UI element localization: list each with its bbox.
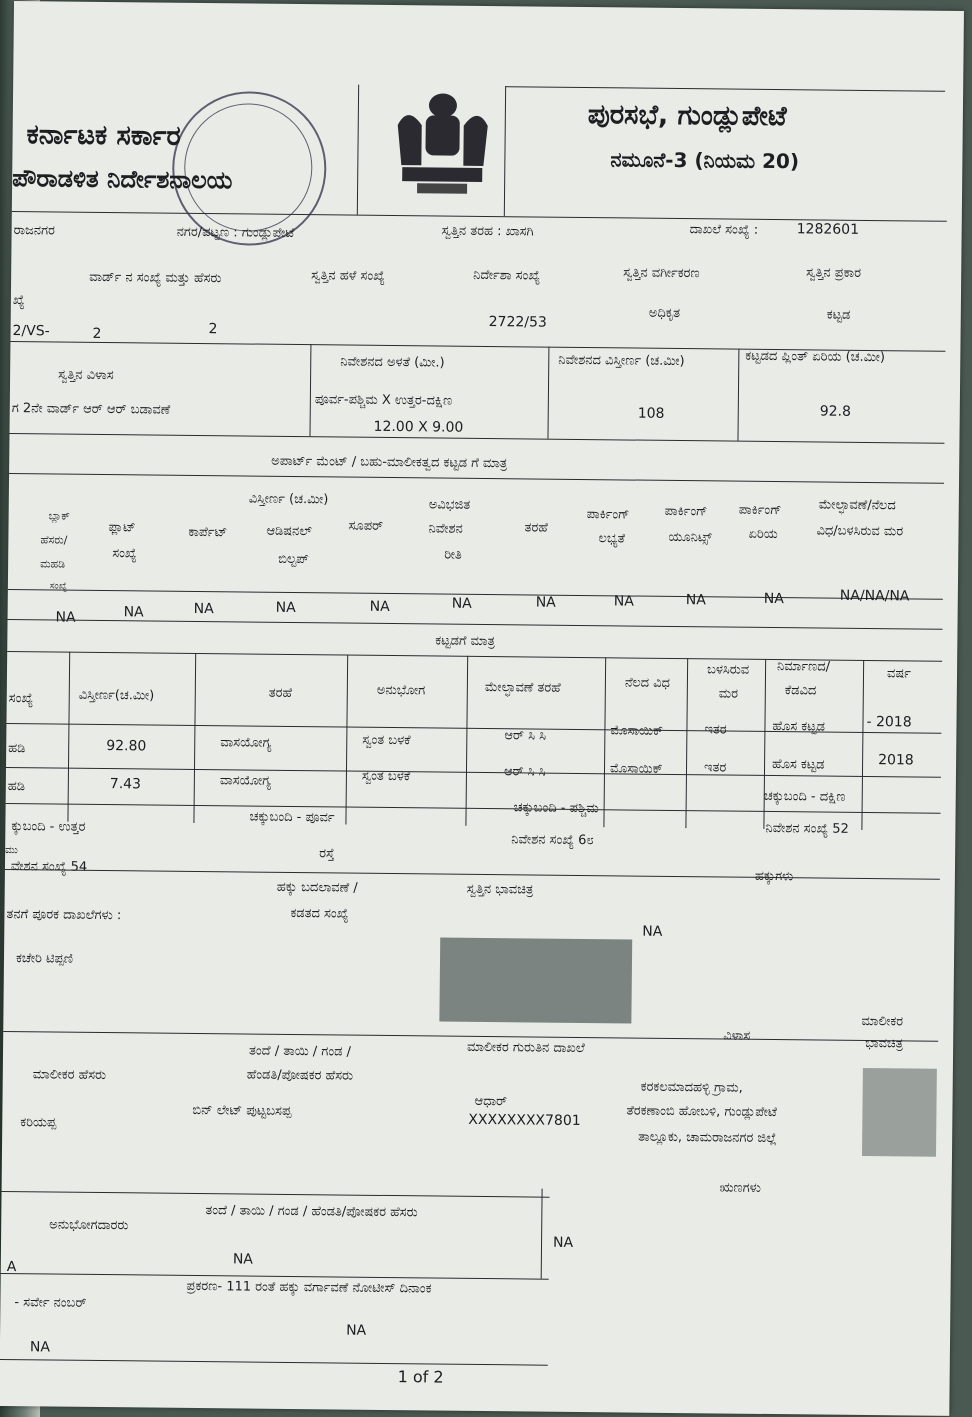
- address-value: ಗ 2ನೇ ವಾರ್ಡ್ ಆರ್ ಆರ್ ಬಡಾವಣೆ: [11, 401, 171, 418]
- kind-label: ಸ್ವತ್ತಿನ ಪ್ರಕಾರ: [806, 265, 862, 281]
- parking-availability-label-1: ಪಾರ್ಕಿಂಗ್: [586, 507, 630, 523]
- occupant-top-line: [2, 1191, 550, 1198]
- entry-number: 1282601: [796, 221, 860, 238]
- building-row-usage: ಸ್ವಂತ ಬಳಕೆ: [362, 732, 411, 749]
- additional-label-2: ಬಿಲ್ಟಪ್: [278, 551, 309, 568]
- building-row-wood: ಇತರ: [704, 722, 727, 738]
- survey-number-label: - ಸರ್ವೇ ನಂಬರ್: [14, 1295, 87, 1311]
- form-title: ನಮೂನೆ-3 (ನಿಯಮ 20): [610, 147, 800, 174]
- owner-name-label: ಮಾಲೀಕರ ಹೆಸರು: [32, 1067, 107, 1084]
- ward-left-label: ಖ್ಯೆ: [12, 293, 25, 309]
- occupant-bottom-line: [1, 1273, 549, 1280]
- department-name: ಪೌರಾಡಳಿತ ನಿರ್ದೇಶನಾಲಯ: [12, 164, 233, 195]
- address-divider-1: [309, 344, 311, 436]
- block-label-1: ಬ್ಲಾಕ್: [48, 509, 70, 523]
- occupant-label: ಅನುಭೋಗದಾರರು: [49, 1217, 129, 1234]
- building-row-year: - 2018: [866, 713, 912, 731]
- roof-label-1: ಮೇಲ್ಛಾವಣೆ/ನೆಲದ: [818, 497, 896, 514]
- header-divider-left: [357, 85, 359, 215]
- apartment-title-line: [9, 473, 944, 484]
- site-number: 2722/53: [488, 314, 547, 331]
- occupant-divider: [541, 1189, 543, 1279]
- municipality-name: ಪುರಸಭೆ, ಗುಂಡ್ಲುಪೇಟೆ: [587, 99, 787, 133]
- additional-label-1: ಆಡಿಷನಲ್: [266, 523, 313, 540]
- occupant-relation: NA: [232, 1251, 254, 1268]
- building-col-divider: [861, 660, 864, 830]
- apartment-value: NA: [275, 599, 296, 617]
- notice-date-value: NA: [346, 1322, 367, 1339]
- header-bottom-line: [12, 211, 947, 222]
- owner-address-line-3: ತಾಲ್ಲೂಕು, ಚಾಮರಾಜನಗರ ಜಿಲ್ಲೆ: [638, 1129, 777, 1147]
- north-boundary-prefix: ಮು: [5, 844, 18, 857]
- supporting-docs-value: ಕಚೇರಿ ಟಿಪ್ಪಣಿ: [15, 951, 74, 967]
- carpet-label: ಕಾರ್ಪೆಟ್: [188, 524, 228, 541]
- supporting-docs-label: ತನಗೆ ಪೂರಕ ದಾಖಲೆಗಳು :: [6, 906, 122, 924]
- owner-photo: [862, 1068, 937, 1157]
- kind-value: ಕಟ್ಟಡ: [826, 307, 851, 323]
- east-boundary-value: ರಸ್ತೆ: [319, 846, 335, 862]
- building-col-divider: [465, 656, 468, 826]
- floor-col-label: ಸಂಖ್ಯೆ: [8, 691, 34, 707]
- undivided-label-2: ನಿವೇಶನ: [428, 521, 463, 537]
- old-number-label: ಸ್ವತ್ತಿನ ಹಳೆ ಸಂಖ್ಯೆ: [311, 268, 385, 284]
- address-row-line: [9, 433, 944, 444]
- super-label: ಸೂಪರ್: [348, 518, 384, 534]
- area-col-label: ವಿಸ್ತೀರ್ಣ(ಚ.ಮೀ): [78, 687, 155, 704]
- entry-number-label: ದಾಖಲೆ ಸಂಖ್ಯೆ :: [689, 222, 759, 238]
- building-row-floor-type: ಮೊಸಾಯಿಕ್: [610, 723, 664, 739]
- undivided-label-1: ಅವಿಭಜಿತ: [428, 497, 471, 513]
- apartment-value: NA: [451, 595, 472, 612]
- building-col-divider: [603, 657, 606, 827]
- address-label: ಸ್ವತ್ತಿನ ವಿಳಾಸ: [58, 367, 114, 384]
- district-label: ರಾಜನಗರ: [13, 223, 56, 239]
- ward-prefix: 2/VS-: [12, 323, 50, 340]
- parking-area-label-1: ಪಾರ್ಕಿಂಗ್: [738, 502, 782, 519]
- apartment-value: NA: [369, 598, 390, 615]
- owner-photo-label-1: ಮಾಲೀಕರ: [861, 1013, 904, 1030]
- building-row-wood: ಇತರ: [703, 760, 727, 776]
- ward-number-2: 2: [208, 321, 218, 338]
- owner-relation: ಬಿನ್ ಲೇಟ್ ಪುಟ್ಟಬಸಪ್ಪ: [192, 1102, 292, 1119]
- loans-value: NA: [552, 1234, 574, 1251]
- building-col-divider: [345, 655, 348, 825]
- building-section-title: ಕಟ್ಟಡಗೆ ಮಾತ್ರ: [435, 633, 496, 650]
- town-label: ನಗರ/ಪಟ್ಟಣ : ಗುಂಡ್ಲುಪೇಟೆ: [176, 224, 295, 241]
- building-col-divider: [193, 653, 196, 823]
- apartment-value: NA: [613, 593, 634, 610]
- dimension-description: ಪೂರ್ವ-ಪಶ್ಚಿಮ X ಉತ್ತರ-ದಕ್ಷಿಣ: [314, 392, 453, 409]
- apartment-value: NA/NA/NA: [839, 587, 910, 605]
- survey-number-value: NA: [29, 1339, 51, 1356]
- site-area-value: 108: [637, 405, 665, 422]
- property-photo-label: ಸ್ವತ್ತಿನ ಭಾವಚಿತ್ರ: [466, 881, 534, 898]
- apartment-header-line: [8, 589, 943, 600]
- apartment-bottom-line: [8, 619, 943, 630]
- parking-units-label-2: ಯೂನಿಟ್ಸ್: [668, 529, 712, 546]
- north-boundary-label: ಕ್ಕುಬಂದಿ - ಉತ್ತರ: [11, 819, 86, 835]
- property-photo-value: NA: [642, 923, 663, 940]
- owner-address-line-1: ಕರಕಲಮಾದಹಳ್ಳಿ ಗ್ರಾಮ,: [640, 1079, 743, 1096]
- dimension-label: ನಿವೇಶನದ ಅಳತೆ (ಮೀ.): [340, 354, 445, 371]
- building-row-area: 7.43: [109, 776, 142, 793]
- flat-label-2: ಸಂಖ್ಯೆ: [112, 546, 137, 562]
- rights-label: ಹಕ್ಕುಗಳು: [754, 868, 794, 885]
- building-col-divider: [685, 658, 688, 828]
- owner-id-type: ಆಧಾರ್: [474, 1093, 508, 1110]
- block-label-4: ಸಂಖ್ಯೆ: [49, 581, 67, 592]
- wood-col-label-1: ಬಳಸಿರುವ: [706, 662, 750, 678]
- building-col-divider: [67, 652, 70, 822]
- building-row-floor-type: ಮೊಸಾಯಿಕ್: [609, 761, 663, 777]
- roof-col-label: ಮೇಲ್ಛಾವಣೆ ತರಹೆ: [484, 679, 561, 696]
- apartment-value: NA: [685, 592, 706, 609]
- ward-number: 2: [92, 325, 102, 342]
- owner-id-value: XXXXXXXX7801: [468, 1111, 581, 1130]
- north-boundary-value: ವೇಶನ ಸಂಖ್ಯೆ 54: [10, 859, 88, 875]
- wood-col-label-2: ಮರ: [718, 686, 739, 702]
- construction-col-label-1: ನಿರ್ಮಾಣದ/: [777, 659, 831, 675]
- building-row-roof: ಆರ್ ಸಿ ಸಿ: [504, 728, 547, 744]
- government-name: ಕರ್ನಾಟಕ ಸರ್ಕಾರ: [26, 119, 181, 152]
- survey-bottom-line: [0, 1359, 548, 1366]
- floor-type-col-label: ನೆಲದ ವಿಧ: [624, 675, 671, 691]
- apartment-value: NA: [535, 594, 556, 611]
- header-top-line: [505, 86, 945, 92]
- owner-address-line-2: ತೆರಕಣಾಂಬಿ ಹೋಬಳಿ, ಗುಂಡ್ಲುಪೇಟೆ: [626, 1103, 778, 1121]
- owner-address-label: ವಿಳಾಸ: [723, 1028, 751, 1044]
- building-row-usage: ಸ್ವಂತ ಬಳಕೆ: [361, 768, 411, 785]
- year-col-label: ವರ್ಷ: [886, 666, 912, 682]
- plinth-value: 92.8: [819, 403, 852, 420]
- parking-availability-label-2: ಲಭ್ಯತೆ: [598, 531, 626, 547]
- east-boundary-label: ಚಕ್ಕುಬಂದಿ - ಪೂರ್ವ: [249, 809, 335, 826]
- occupant-left-value: A: [6, 1259, 17, 1276]
- apartment-value: NA: [123, 604, 144, 621]
- address-divider-2: [547, 347, 549, 439]
- construction-col-label-2: ಕೆಡವಿದ: [784, 683, 817, 699]
- building-row-area: 92.80: [106, 738, 147, 755]
- owner-relation-label-2: ಹೆಂಡತಿ/ಪೋಷಕರ ಹೆಸರು: [246, 1067, 354, 1084]
- west-boundary-label: ಚಕ್ಕುಬಂದಿ - ಪಶ್ಚಿಮ: [513, 800, 599, 817]
- header-divider-right: [504, 86, 506, 216]
- occupant-relation-label: ತಂದೆ / ತಾಯಿ / ಗಂಡ / ಹೆಂಡತಿ/ಪೋಷಕರ ಹೆಸರು: [205, 1203, 418, 1221]
- document-page: [0, 1, 964, 1416]
- state-emblem-icon: [387, 85, 498, 206]
- building-bottom-line: [6, 803, 941, 814]
- flat-label-1: ಫ್ಲಾಟ್: [108, 520, 136, 536]
- building-row-type: ವಾಸಯೋಗ್ಯ: [219, 773, 272, 789]
- apartment-value: NA: [763, 590, 784, 608]
- parking-units-label-1: ಪಾರ್ಕಿಂಗ್: [664, 503, 708, 520]
- owner-photo-label-2: ಭಾವಚಿತ್ರ: [865, 1035, 904, 1052]
- undivided-label-3: ರೀತಿ: [444, 547, 462, 563]
- property-photo: [439, 938, 632, 1024]
- owner-name: ಕರಿಯಪ್ಪ: [20, 1115, 57, 1131]
- parking-area-label-2: ಏರಿಯ: [748, 526, 778, 543]
- block-label-2: ಹೆಸರು/: [40, 533, 68, 547]
- building-row-floor: ಹಡಿ: [8, 741, 26, 757]
- usage-col-label: ಅನುಭೋಗ: [376, 682, 426, 699]
- ward-label: ವಾರ್ಡ್ ನ ಸಂಖ್ಯೆ ಮತ್ತು ಹೆಸರು: [89, 269, 222, 287]
- building-row-construction: ಹೊಸ ಕಟ್ಟಡ: [772, 719, 825, 735]
- south-boundary-value: ನಿವೇಶನ ಸಂಖ್ಯೆ 52: [765, 820, 849, 837]
- plinth-label: ಕಟ್ಟಡದ ಪ್ಲಿಂತ್ ಏರಿಯ (ಚ.ಮೀ): [745, 348, 886, 366]
- dimension-value: 12.00 X 9.00: [373, 418, 464, 436]
- type-col-label: ತರಹೆ: [268, 685, 293, 701]
- site-number-label: ನಿರ್ದೇಶಾ ಸಂಖ್ಯೆ: [473, 267, 541, 284]
- building-row-year: 2018: [878, 752, 914, 769]
- transfer-label-2: ಕಡತದ ಸಂಖ್ಯೆ: [290, 905, 349, 922]
- south-boundary-label: ಚಕ್ಕುಬಂದಿ - ದಕ್ಷಿಣ: [763, 788, 846, 805]
- building-row-construction: ಹೊಸ ಕಟ್ಟಡ: [771, 757, 825, 773]
- building-row-roof: ಆರ್ ಸಿ ಸಿ: [503, 764, 546, 780]
- classification-label: ಸ್ವತ್ತಿನ ವರ್ಗೀಕರಣ: [623, 265, 700, 282]
- transfer-label-1: ಹಕ್ಕು ಬದಲಾವಣೆ /: [276, 879, 358, 896]
- block-label-3: ಮಹಡಿ: [40, 557, 66, 571]
- page-number: 1 of 2: [397, 1367, 444, 1387]
- owner-relation-label-1: ತಂದೆ / ತಾಯಿ / ಗಂಡ /: [248, 1043, 352, 1060]
- owner-id-label: ಮಾಲೀಕರ ಗುರುತಿನ ದಾಖಲೆ: [467, 1039, 585, 1057]
- site-area-label: ನಿವೇಶನದ ವಿಸ್ತೀರ್ಣ (ಚ.ಮೀ): [558, 352, 685, 370]
- building-row-floor: ಹಡಿ: [7, 779, 26, 795]
- property-type: ಸ್ವತ್ತಿನ ತರಹ : ಖಾಸಗಿ: [441, 223, 534, 240]
- address-divider-3: [737, 349, 739, 441]
- apartment-section-title: ಅಪಾರ್ಟ್ ಮೆಂಟ್ / ಬಹು-ಮಾಲೀಕತ್ವದ ಕಟ್ಟಡ ಗೆ ಮಾತ್ರ: [271, 453, 508, 472]
- apartment-value: NA: [55, 609, 76, 626]
- apartment-value: NA: [193, 600, 214, 618]
- west-boundary-value: ನಿವೇಶನ ಸಂಖ್ಯೆ 6೮: [511, 832, 594, 849]
- roof-label-2: ವಿಧ/ಬಳಸಿರುವ ಮರ: [816, 523, 904, 540]
- boundary-bottom-line: [5, 869, 940, 880]
- notice-date-label: ಪ್ರಕರಣ- 111 ರಂತೆ ಹಕ್ಕು ವರ್ಗಾವಣೆ ನೋಟೀಸ್ ದಿನಾಂಕ: [186, 1278, 432, 1297]
- building-row-type: ವಾಸಯೋಗ್ಯ: [220, 735, 272, 751]
- area-group-label: ವಿಸ್ತೀರ್ಣ (ಚ.ಮೀ): [248, 491, 329, 508]
- classification-value: ಅಧಿಕೃತ: [648, 305, 681, 322]
- apartment-type-label: ತರಹೆ: [524, 520, 548, 536]
- loans-label: ಋಣಗಳು: [719, 1180, 761, 1196]
